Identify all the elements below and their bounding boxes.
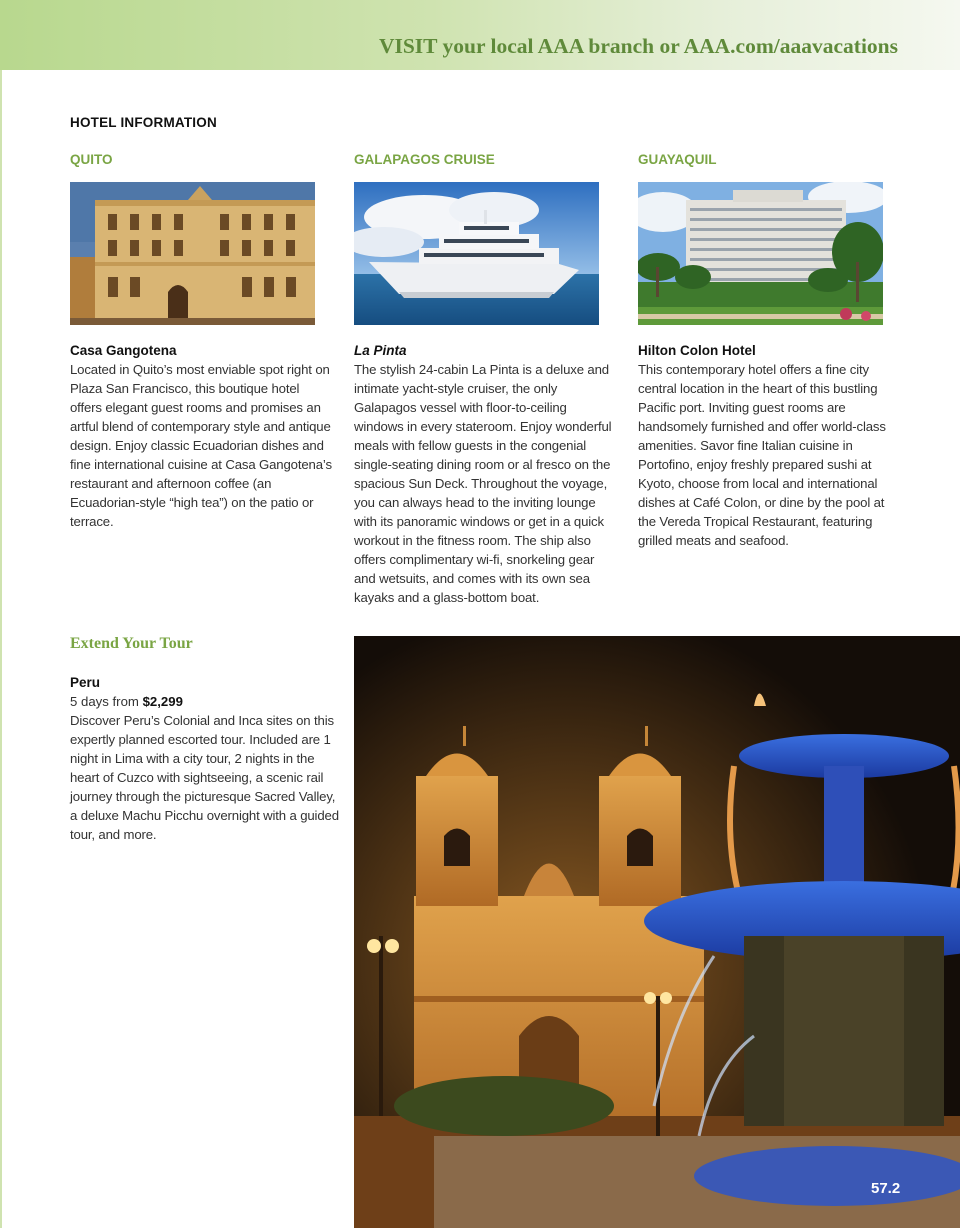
top-banner [0,0,960,70]
casa-gangotena-photo [70,182,315,325]
la-pinta-yacht-photo [354,182,599,325]
hilton-colon-photo [638,182,883,325]
tour-block-peru [70,673,340,844]
hotel-description: The stylish 24-cabin La Pinta is a deluxe and intimate yacht-style cruiser, the only Galapagos vessel with floor-to-ceiling windows in every stateroom. Enjoy wonderful meals with fellow guests in the congenial single-seating dining room or al fresco on the spacious Sun Deck. Throughout the voyage, you can always head to the inviting lounge with its panoramic windows or get in a quick workout in the fitness room. The ship also offers complimentary wi-fi, snorkeling gear and wetsuits, and comes with its own sea kayaks and a glass-bottom boat. [354,362,612,605]
left-edge-rule [0,70,2,1228]
tour-description: Discover Peru’s Colonial and Inca sites on this expertly planned escorted tour. Included are 1 night in Lima with a city tour, 2 nights in the heart of Cuzco with sightseeing, a scenic rail journey through the picturesque Sacred Valley, a deluxe Machu Picchu overnight with a guided tour, and more. [70,713,339,842]
tour-name: Peru [70,675,101,690]
page-number: 57.2 [871,1180,901,1197]
hotel-name: Hilton Colon Hotel [638,343,756,358]
hotel-name: Casa Gangotena [70,343,177,358]
region-label: QUITO [70,152,113,167]
hotel-description: Located in Quito’s most enviable spot right on Plaza San Francisco, this boutique hotel offers elegant guest rooms and promises an artful blend of contemporary style and antique design. Enjoy classic Ecuadorian dishes and fine international cuisine at Casa Gangotena’s restaurant and afternoon coffee (an Ecuadorian-style “high tea”) on the patio or terrace. [70,362,332,529]
extend-your-tour-title: Extend Your Tour [70,635,193,652]
region-label: GUAYAQUIL [638,152,717,167]
tour-duration: 5 days from [70,694,139,709]
tour-price-line [70,692,340,711]
hotel-column-galapagos [354,152,618,607]
section-title: HOTEL INFORMATION [70,115,217,130]
hotel-column-guayaquil [638,152,902,550]
region-label: GALAPAGOS CRUISE [354,152,495,167]
hotel-description: This contemporary hotel offers a fine city central location in the heart of this bustling Pacific port. Inviting guest rooms are handsomely furnished and offer world-class amenities. Savor fine Italian cuisine in Portofino, enjoy freshly prepared sushi at Kyoto, choose from local and international dishes at Café Colon, or dine by the pool at the Vereda Tropical Restaurant, featuring grilled meats and seafood. [638,362,886,548]
cuzco-cathedral-fountain-photo [354,636,960,1228]
hotel-name: La Pinta [354,343,407,358]
hotel-column-quito [70,152,334,531]
tour-price: $2,299 [142,694,183,709]
banner-text: VISIT your local AAA branch or AAA.com/aaavacations [378,34,898,58]
